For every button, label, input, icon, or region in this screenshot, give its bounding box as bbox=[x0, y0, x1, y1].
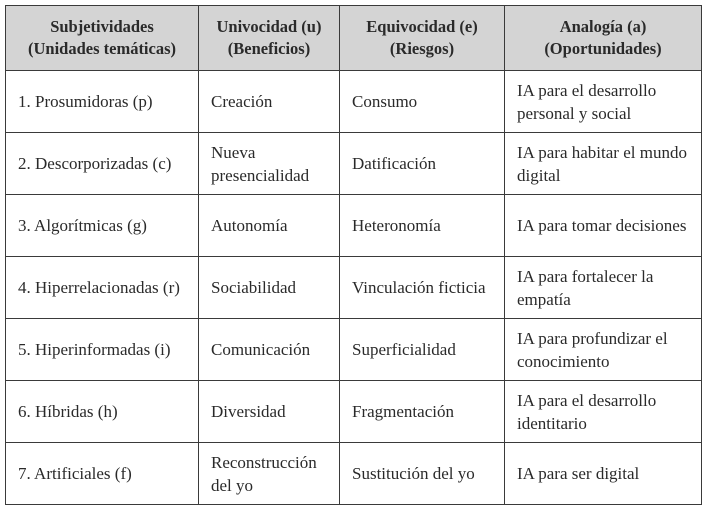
table-body bbox=[6, 71, 702, 505]
header-univocidad-line1: Univocidad (u) bbox=[216, 17, 322, 36]
cell-subjetividad: 5. Hiperinformadas (i) bbox=[6, 319, 199, 381]
header-equivocidad-line2: (Riesgos) bbox=[389, 39, 455, 58]
cell-subjetividad: 6. Híbridas (h) bbox=[6, 381, 199, 443]
cell-univocidad: Nueva presencialidad bbox=[199, 133, 340, 195]
cell-equivocidad: Sustitución del yo bbox=[340, 443, 505, 505]
header-equivocidad bbox=[340, 6, 505, 71]
cell-equivocidad: Consumo bbox=[340, 71, 505, 133]
header-analogia bbox=[505, 6, 702, 71]
header-subjetividades-line1: Subjetividades bbox=[50, 17, 154, 36]
cell-analogia: IA para ser digital bbox=[505, 443, 702, 505]
table-row bbox=[6, 381, 702, 443]
cell-subjetividad: 2. Descorporizadas (c) bbox=[6, 133, 199, 195]
table-container bbox=[5, 5, 702, 505]
table-header bbox=[6, 6, 702, 71]
header-analogia-line2: (Oportunidades) bbox=[544, 39, 662, 58]
cell-subjetividad: 4. Hiperrelacionadas (r) bbox=[6, 257, 199, 319]
cell-analogia: IA para el desarrollo personal y social bbox=[505, 71, 702, 133]
cell-univocidad: Creación bbox=[199, 71, 340, 133]
cell-univocidad: Autonomía bbox=[199, 195, 340, 257]
cell-equivocidad: Datificación bbox=[340, 133, 505, 195]
cell-equivocidad: Heteronomía bbox=[340, 195, 505, 257]
table-row bbox=[6, 257, 702, 319]
cell-equivocidad: Fragmentación bbox=[340, 381, 505, 443]
table-row bbox=[6, 195, 702, 257]
cell-univocidad: Comunicación bbox=[199, 319, 340, 381]
cell-subjetividad: 3. Algorítmicas (g) bbox=[6, 195, 199, 257]
table-row bbox=[6, 443, 702, 505]
cell-univocidad: Diversidad bbox=[199, 381, 340, 443]
subjectivities-table bbox=[5, 5, 702, 505]
cell-analogia: IA para tomar decisiones bbox=[505, 195, 702, 257]
cell-subjetividad: 7. Artificiales (f) bbox=[6, 443, 199, 505]
header-row bbox=[6, 6, 702, 71]
header-equivocidad-line1: Equivocidad (e) bbox=[366, 17, 478, 36]
header-analogia-line1: Analogía (a) bbox=[559, 17, 647, 36]
table-row bbox=[6, 319, 702, 381]
header-univocidad-line2: (Beneficios) bbox=[227, 39, 311, 58]
table-row bbox=[6, 71, 702, 133]
cell-analogia: IA para profundizar el conocimiento bbox=[505, 319, 702, 381]
header-univocidad bbox=[199, 6, 340, 71]
cell-univocidad: Reconstrucción del yo bbox=[199, 443, 340, 505]
header-subjetividades bbox=[6, 6, 199, 71]
cell-analogia: IA para el desarrollo identitario bbox=[505, 381, 702, 443]
header-subjetividades-line2: (Unidades temáticas) bbox=[27, 39, 177, 58]
cell-analogia: IA para habitar el mundo digital bbox=[505, 133, 702, 195]
cell-univocidad: Sociabilidad bbox=[199, 257, 340, 319]
cell-equivocidad: Superficialidad bbox=[340, 319, 505, 381]
cell-equivocidad: Vinculación ficticia bbox=[340, 257, 505, 319]
cell-subjetividad: 1. Prosumidoras (p) bbox=[6, 71, 199, 133]
cell-analogia: IA para fortalecer la empatía bbox=[505, 257, 702, 319]
table-row bbox=[6, 133, 702, 195]
